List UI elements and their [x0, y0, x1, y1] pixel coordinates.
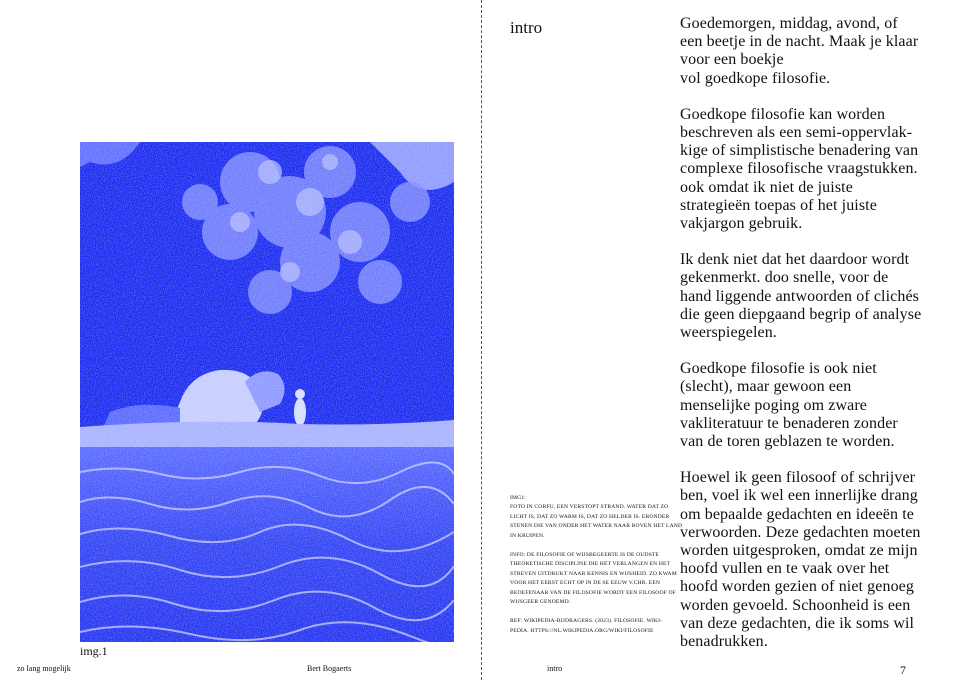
text-line: strategieën toepas of het juiste [680, 196, 877, 214]
text-line: vol goedkope filosofie. [680, 69, 831, 87]
text-line: voor een boekje [680, 51, 784, 69]
text-line: weerspiegelen. [680, 324, 777, 342]
note-line: INFO: DE FILOSOFIE OF WIJSBEGEERTE IS DE OUDSTE [510, 552, 660, 559]
note-line: PEDIA. HTTPS://NL.WIKIPEDIA.ORG/WIKI/FILOSOFIE [510, 627, 654, 634]
note-line: WIJSGEER GENOEMD. [510, 599, 571, 606]
text-line: hand liggende antwoorden of clichés [680, 287, 919, 305]
text-line: vakjargon gebruik. [680, 215, 803, 233]
note-line: THEORETISCHE DISCIPLINE DIE HET VERLANGEN EN HET [510, 561, 671, 568]
text-line: (slecht), maar gewoon een [680, 378, 852, 396]
info-note [510, 551, 677, 607]
text-line: Ik denk niet dat het daardoor wordt [680, 251, 910, 269]
text-line: hoofd worden gezien of niet genoeg [680, 578, 914, 596]
photo-corfu-beach [80, 142, 454, 642]
image-caption-label: img.1 [80, 644, 108, 658]
text-line: ook omdat ik niet de juiste [680, 178, 853, 196]
text-line: gekenmerkt. doo snelle, voor de [680, 269, 889, 287]
page-number: 7 [900, 663, 906, 677]
paragraph [680, 360, 945, 451]
reference-note [510, 617, 663, 636]
text-line: die geen diepgaand begrip of analyse [680, 305, 922, 323]
note-line: STENEN DIE VAN ONDER HET WATER NAAR BOVEN HET LAND [510, 523, 683, 530]
paragraph [680, 15, 945, 88]
note-line: FOTO IN CORFU, EEN VERSTOPT STRAND. WATER DAT ZO [510, 504, 669, 511]
note-line: VOOR HET EERST ECHT OP IN DE 6E EEUW V.CHR. EEN [510, 580, 661, 587]
footer-author: Bert Bogaerts [307, 664, 352, 673]
text-line: benadrukken. [680, 633, 768, 651]
page-divider [481, 0, 482, 680]
text-line: vakliteratuur te benaderen zonder [680, 414, 898, 432]
text-line: Goedemorgen, middag, avond, of [680, 15, 898, 32]
text-line: van de toren geblazen te worden. [680, 433, 895, 451]
text-line: complexe filosofische vraagstukken. [680, 160, 918, 178]
paragraph [680, 251, 945, 342]
note-line: BEOEFENAAR VAN DE FILOSOFIE WORDT EEN FILOSOOF OF [510, 589, 676, 596]
text-line: hoofd vullen en te vaak over het [680, 560, 890, 578]
intro-body-text [680, 15, 945, 669]
note-line: STREVEN UITDRUKT NAAR KENNIS EN WIJSHEID. ZO KWAM [510, 570, 677, 577]
note-line: REF: WIKIPEDIA-BIJDRAGERS. (2023). FILOSOFIE. WIKI- [510, 618, 663, 625]
paragraph [680, 469, 945, 651]
text-line: menselijke poging om zware [680, 396, 867, 414]
text-line: Goedkope filosofie is ook niet [680, 360, 877, 378]
note-line: IN KRUIPEN. [510, 532, 545, 539]
photo-graphic [80, 142, 454, 642]
text-line: verwoorden. Deze gedachten moeten [680, 523, 921, 541]
footer-book-title: zo lang mogelijk [17, 664, 71, 673]
paragraph [680, 106, 945, 233]
text-line: Hoewel ik geen filosoof of schrijver [680, 469, 916, 487]
section-title: intro [510, 18, 543, 37]
text-line: beschreven als een semi-oppervlak- [680, 124, 913, 142]
text-line: worden uitgesproken, omdat ze mijn [680, 542, 918, 560]
note-line: LICHT IS, DAT ZO WARM IS, DAT ZO HELDER IS. ERONDER [510, 513, 670, 520]
note-line: IMG1: [510, 495, 526, 501]
text-line: kige of simplistische benadering van [680, 142, 919, 160]
text-line: ben, voel ik wel een innerlijke drang [680, 487, 918, 505]
image-note [510, 494, 683, 541]
sidenotes [510, 494, 683, 646]
footer-section-name: intro [547, 664, 563, 673]
text-line: van deze gedachten, die ik soms wil [680, 614, 915, 632]
text-line: worden gevoeld. Schoonheid is een [680, 596, 911, 614]
text-line: om bepaalde gedachten en ideeën te [680, 505, 914, 523]
text-line: een beetje in de nacht. Maak je klaar [680, 33, 919, 51]
text-line: Goedkope filosofie kan worden [680, 105, 886, 123]
